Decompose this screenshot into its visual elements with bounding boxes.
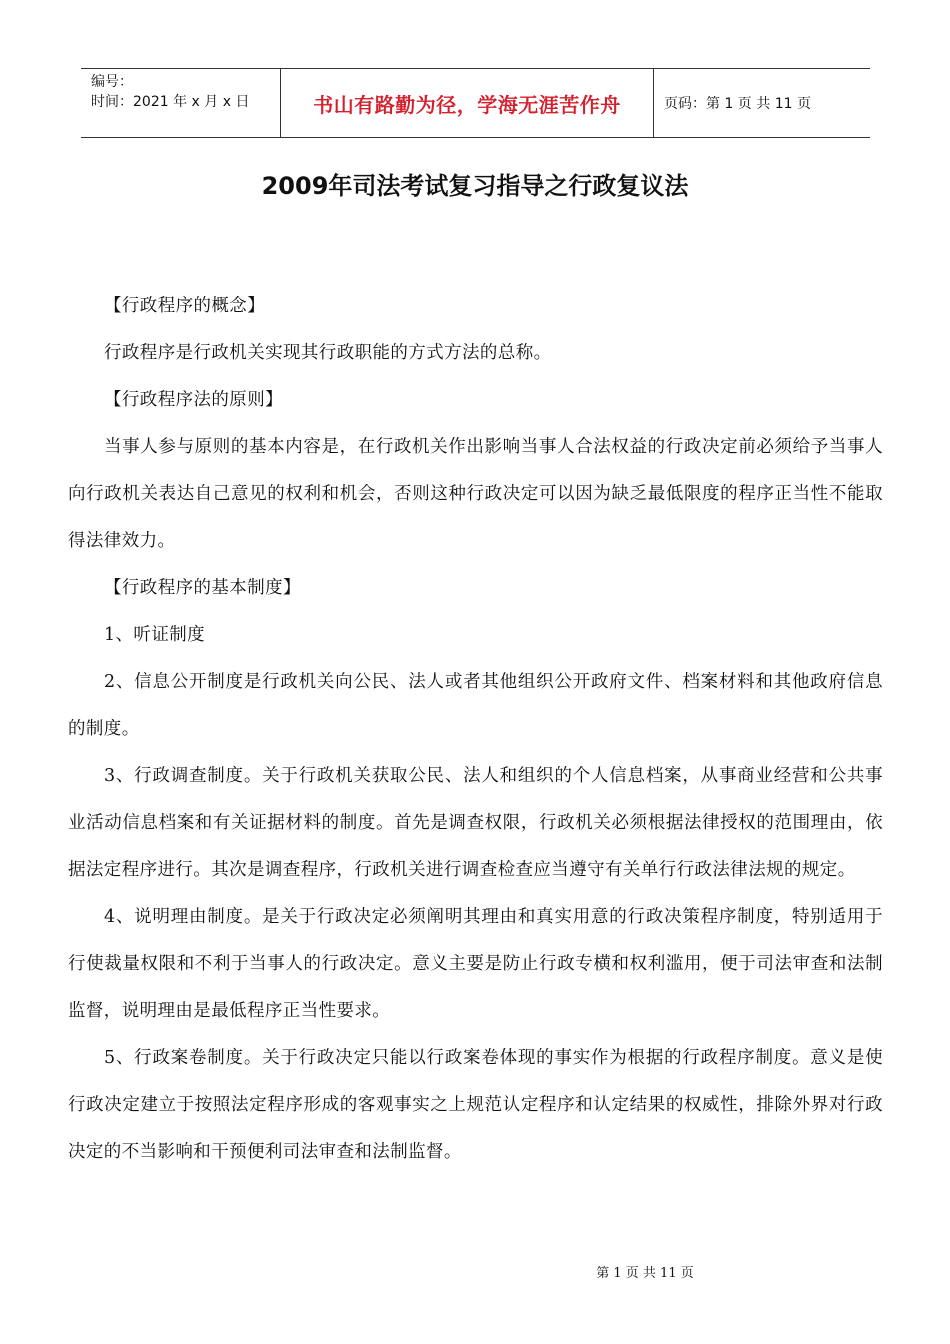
list-item: 3、行政调查制度。关于行政机关获取公民、法人和组织的个人信息档案，从事商业经营和公共事业活动信息档案和有关证据材料的制度。首先是调查权限，行政机关必须根据法律授权的范围理由，依据法定程序进行。其次是调查程序，行政机关进行调查检查应当遵守有关单行行政法律法规的规定。 xyxy=(68,766,883,880)
document-date: 时间：2021 年 x 月 x 日 xyxy=(91,94,250,110)
page-footer: 第 1 页 共 11 页 xyxy=(596,1266,694,1281)
section-heading: 【行政程序的概念】 xyxy=(104,296,266,316)
paragraph: 当事人参与原则的基本内容是，在行政机关作出影响当事人合法权益的行政决定前必须给予当事人向行政机关表达自己意见的权利和机会，否则这种行政决定可以因为缺乏最低限度的程序正当性不能取得法律效力。 xyxy=(68,437,883,551)
paragraph: 行政程序是行政机关实现其行政职能的方式方法的总称。 xyxy=(104,343,552,363)
header-page-info: 页码：第 1 页 共 11 页 xyxy=(664,96,811,112)
header-meta xyxy=(81,69,281,137)
list-item: 1、听证制度 xyxy=(104,625,206,645)
header-motto: 书山有路勤为径，学海无涯苦作舟 xyxy=(281,69,654,137)
document-number-label: 编号： xyxy=(91,74,133,90)
document-title: 2009年司法考试复习指导之行政复议法 xyxy=(261,172,689,200)
list-item: 4、说明理由制度。是关于行政决定必须阐明其理由和真实用意的行政决策程序制度，特别适用于行使裁量权限和不利于当事人的行政决定。意义主要是防止行政专横和权利滥用，便于司法审查和法制监督，说明理由是最低程序正当性要求。 xyxy=(68,907,883,1021)
section-heading: 【行政程序的基本制度】 xyxy=(104,578,301,598)
list-item: 5、行政案卷制度。关于行政决定只能以行政案卷体现的事实作为根据的行政程序制度。意义是使行政决定建立于按照法定程序形成的客观事实之上规范认定程序和认定结果的权威性，排除外界对行政决定的不当影响和干预便利司法审查和法制监督。 xyxy=(68,1048,883,1162)
document-header xyxy=(81,68,870,138)
section-heading: 【行政程序法的原则】 xyxy=(104,390,283,410)
document-body xyxy=(68,283,883,1176)
list-item: 2、信息公开制度是行政机关向公民、法人或者其他组织公开政府文件、档案材料和其他政府信息的制度。 xyxy=(68,672,883,739)
